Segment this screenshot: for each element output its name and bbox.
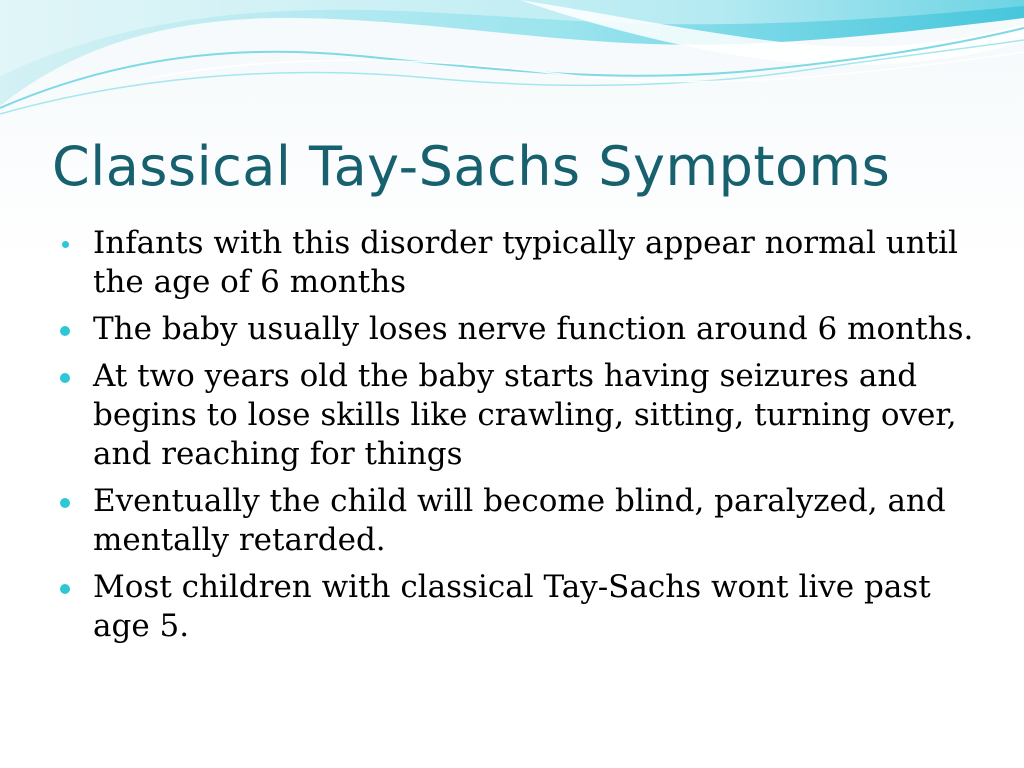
bullet-text: Infants with this disorder typically appear normal until the age of 6 months: [93, 225, 958, 300]
bullet-text: The baby usually loses nerve function around 6 months.: [93, 311, 974, 347]
bullet-text: Most children with classical Tay-Sachs wont live past age 5.: [93, 569, 931, 644]
bullet-text: Eventually the child will become blind, paralyzed, and mentally retarded.: [93, 483, 946, 558]
list-item: [60, 357, 980, 474]
bullet-icon: [60, 498, 70, 508]
decorative-wave-header: [0, 0, 1024, 120]
page-title: Classical Tay-Sachs Symptoms: [52, 135, 891, 198]
list-item: [60, 310, 980, 349]
list-item: [60, 568, 980, 646]
bullet-icon: [60, 584, 70, 594]
list-item: [60, 224, 980, 302]
bullet-icon: [62, 241, 69, 248]
bullet-icon: [60, 326, 70, 336]
list-item: [60, 482, 980, 560]
bullet-icon: [60, 373, 70, 383]
bullet-list: [60, 224, 980, 654]
bullet-text: At two years old the baby starts having seizures and begins to lose skills like crawling, sitting, turning over, and reaching for things: [93, 358, 957, 472]
